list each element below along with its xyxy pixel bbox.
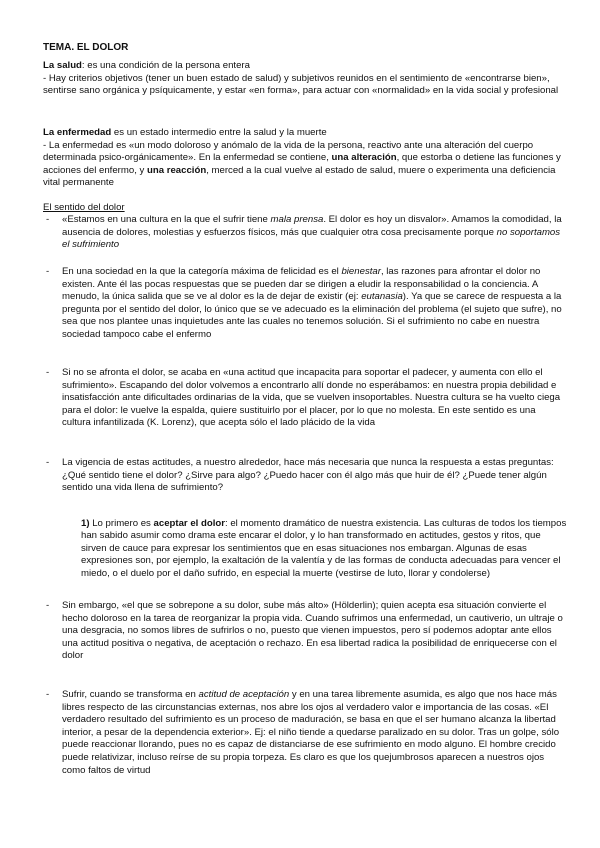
point-one: 1) Lo primero es aceptar el dolor: el momento dramático de nuestra existencia. Las culturas de todos los tiempos han sabido asumir como drama este encarar el dolor, y lo han transformado en actitudes, gestos y ritos, que sirven de cauce para expresar los sentimientos que en esas situaciones nos embargan. Algunas de esas expresiones son, por ejemplo, la exaltación de la valentía y de las formas de conducta adecuadas para vencer el miedo, o el duelo por el daño sufrido, en especial la muerte (vestirse de luto, llorar y condolerse) [81, 517, 567, 579]
list-item: - La vigencia de estas actitudes, a nuestro alrededor, hace más necesaria que nunca la respuesta a estas preguntas: ¿Qué sentido tiene el dolor? ¿Sirve para algo? ¿Puedo hacer con él algo más que huir de él? ¿Puede tener algún sentido una vida llena de sufrimiento? [46, 457, 554, 494]
salud-definition: La salud: es una condición de la persona entera [43, 60, 250, 71]
enfermedad-term: La enfermedad [43, 127, 112, 138]
bullet-dash: - [46, 214, 50, 225]
salud-term: La salud [43, 60, 82, 71]
list-item: - Si no se afronta el dolor, se acaba en «una actitud que incapacita para soportar el padecer, y aumenta con ello el sufrimiento». Escapando del dolor volvemos a encontrarlo allí donde no esperábamos: en nuestra propia debilidad e insatisfacción ante dificultades ordinarias de la vida, que se vuelven insoportables. Nuestra cultura se ha vuelto ciega para el dolor: le vuelve la espalda, quiere sustituirlo por el placer, por lo que no molesta. En este sentido es una cultura infantilizada (K. Lorenz), que acepta sólo el lado plácido de la vida [46, 367, 561, 429]
list-item: - Sin embargo, «el que se sobrepone a su dolor, sube más alto» (Hölderlin); quien acepta esa situación convierte el hecho doloroso en la tarea de reorganizar la propia vida. Cuando sufrimos una enfermedad, un cautiverio, un ultraje o una desgracia, no somos libres de sufrirlos o no, puesto que vienen impuestos, pero sí podemos adoptar ante ellos una actitud positiva o negativa, de aceptación o rechazo. En esa libertad radica la posibilidad de enriquecerse con el dolor [46, 600, 563, 662]
page-title: TEMA. EL DOLOR [43, 42, 129, 53]
salud-block [43, 60, 563, 98]
list-item: - Sufrir, cuando se transforma en actitud de aceptación y en una tarea libremente asumida, es algo que nos hace más libres respecto de las circunstancias externas, nos abre los ojos al verdadero valor e importancia de las cosas. «El verdadero resultado del sufrimiento es un proceso de maduración, se basa en que el ser humano alcanza la libertad interior, a pesar de la dependencia exterior». Ej: el niño tiende a quedarse paralizado en su dolor. Tras un golpe, sólo puede reaccionar llorando, pues no es capaz de distanciarse de ese sufrimiento en modo alguno. El hombre crecido puede relativizar, incluso reírse de su propia torpeza. Es claro es que los quejumbrosos aparecen a nuestros ojos como faltos de virtud [46, 689, 560, 776]
list-item: - «Estamos en una cultura en la que el sufrir tiene mala prensa. El dolor es hoy un disvalor». Amamos la comodidad, la ausencia de dolores, molestias y esfuerzos físicos, más que cualquier otra cosa precisamente porque no soportamos el sufrimiento [46, 214, 562, 251]
salud-body: - Hay criterios objetivos (tener un buen estado de salud) y subjetivos reunidos en el sentimiento de «encontrarse bien», sentirse sano orgánica y psíquicamente, y estar «en forma», para actuar con «normalidad» en la vida social y profesional [43, 72, 559, 97]
enfermedad-block [43, 127, 563, 190]
bullet-dash: - [46, 367, 50, 378]
bullet-dash: - [46, 689, 50, 700]
bullet-dash: - [46, 266, 50, 277]
bullet-dash: - [46, 600, 50, 611]
list-item: - En una sociedad en la que la categoría máxima de felicidad es el bienestar, las razones para afrontar el dolor no existen. Ante él las pocas respuestas que se pueden dar se dirigen a eludir la responsabilidad o la conciencia. A menudo, la única salida que se ve al dolor es la de dejar de existir (ej: eutanasia). Ya que se carece de respuesta a la pregunta por el sentido del dolor, lo único que se ve adecuado es la eliminación del problema (el sujeto que sufre), no sea que nos plantee unas inquietudes ante las cuales no tenemos solución. Si el sufrimiento no cabe en nuestra sociedad tampoco cabe el enfermo [46, 266, 562, 340]
section-heading: El sentido del dolor [43, 202, 125, 213]
enfermedad-definition: La enfermedad es un estado intermedio entre la salud y la muerte [43, 127, 327, 138]
enfermedad-body: - La enfermedad es «un modo doloroso y anómalo de la vida de la persona, reactivo ante una alteración del cuerpo determinada psico-orgánicamente». En la enfermedad se contiene, una alteración, que estorba o detiene las funciones y acciones del enfermo, y una reacción, merced a la cual vuelve al estado de salud, muere o experimenta una deficiencia vital permanente [43, 139, 561, 189]
bullet-dash: - [46, 457, 50, 468]
